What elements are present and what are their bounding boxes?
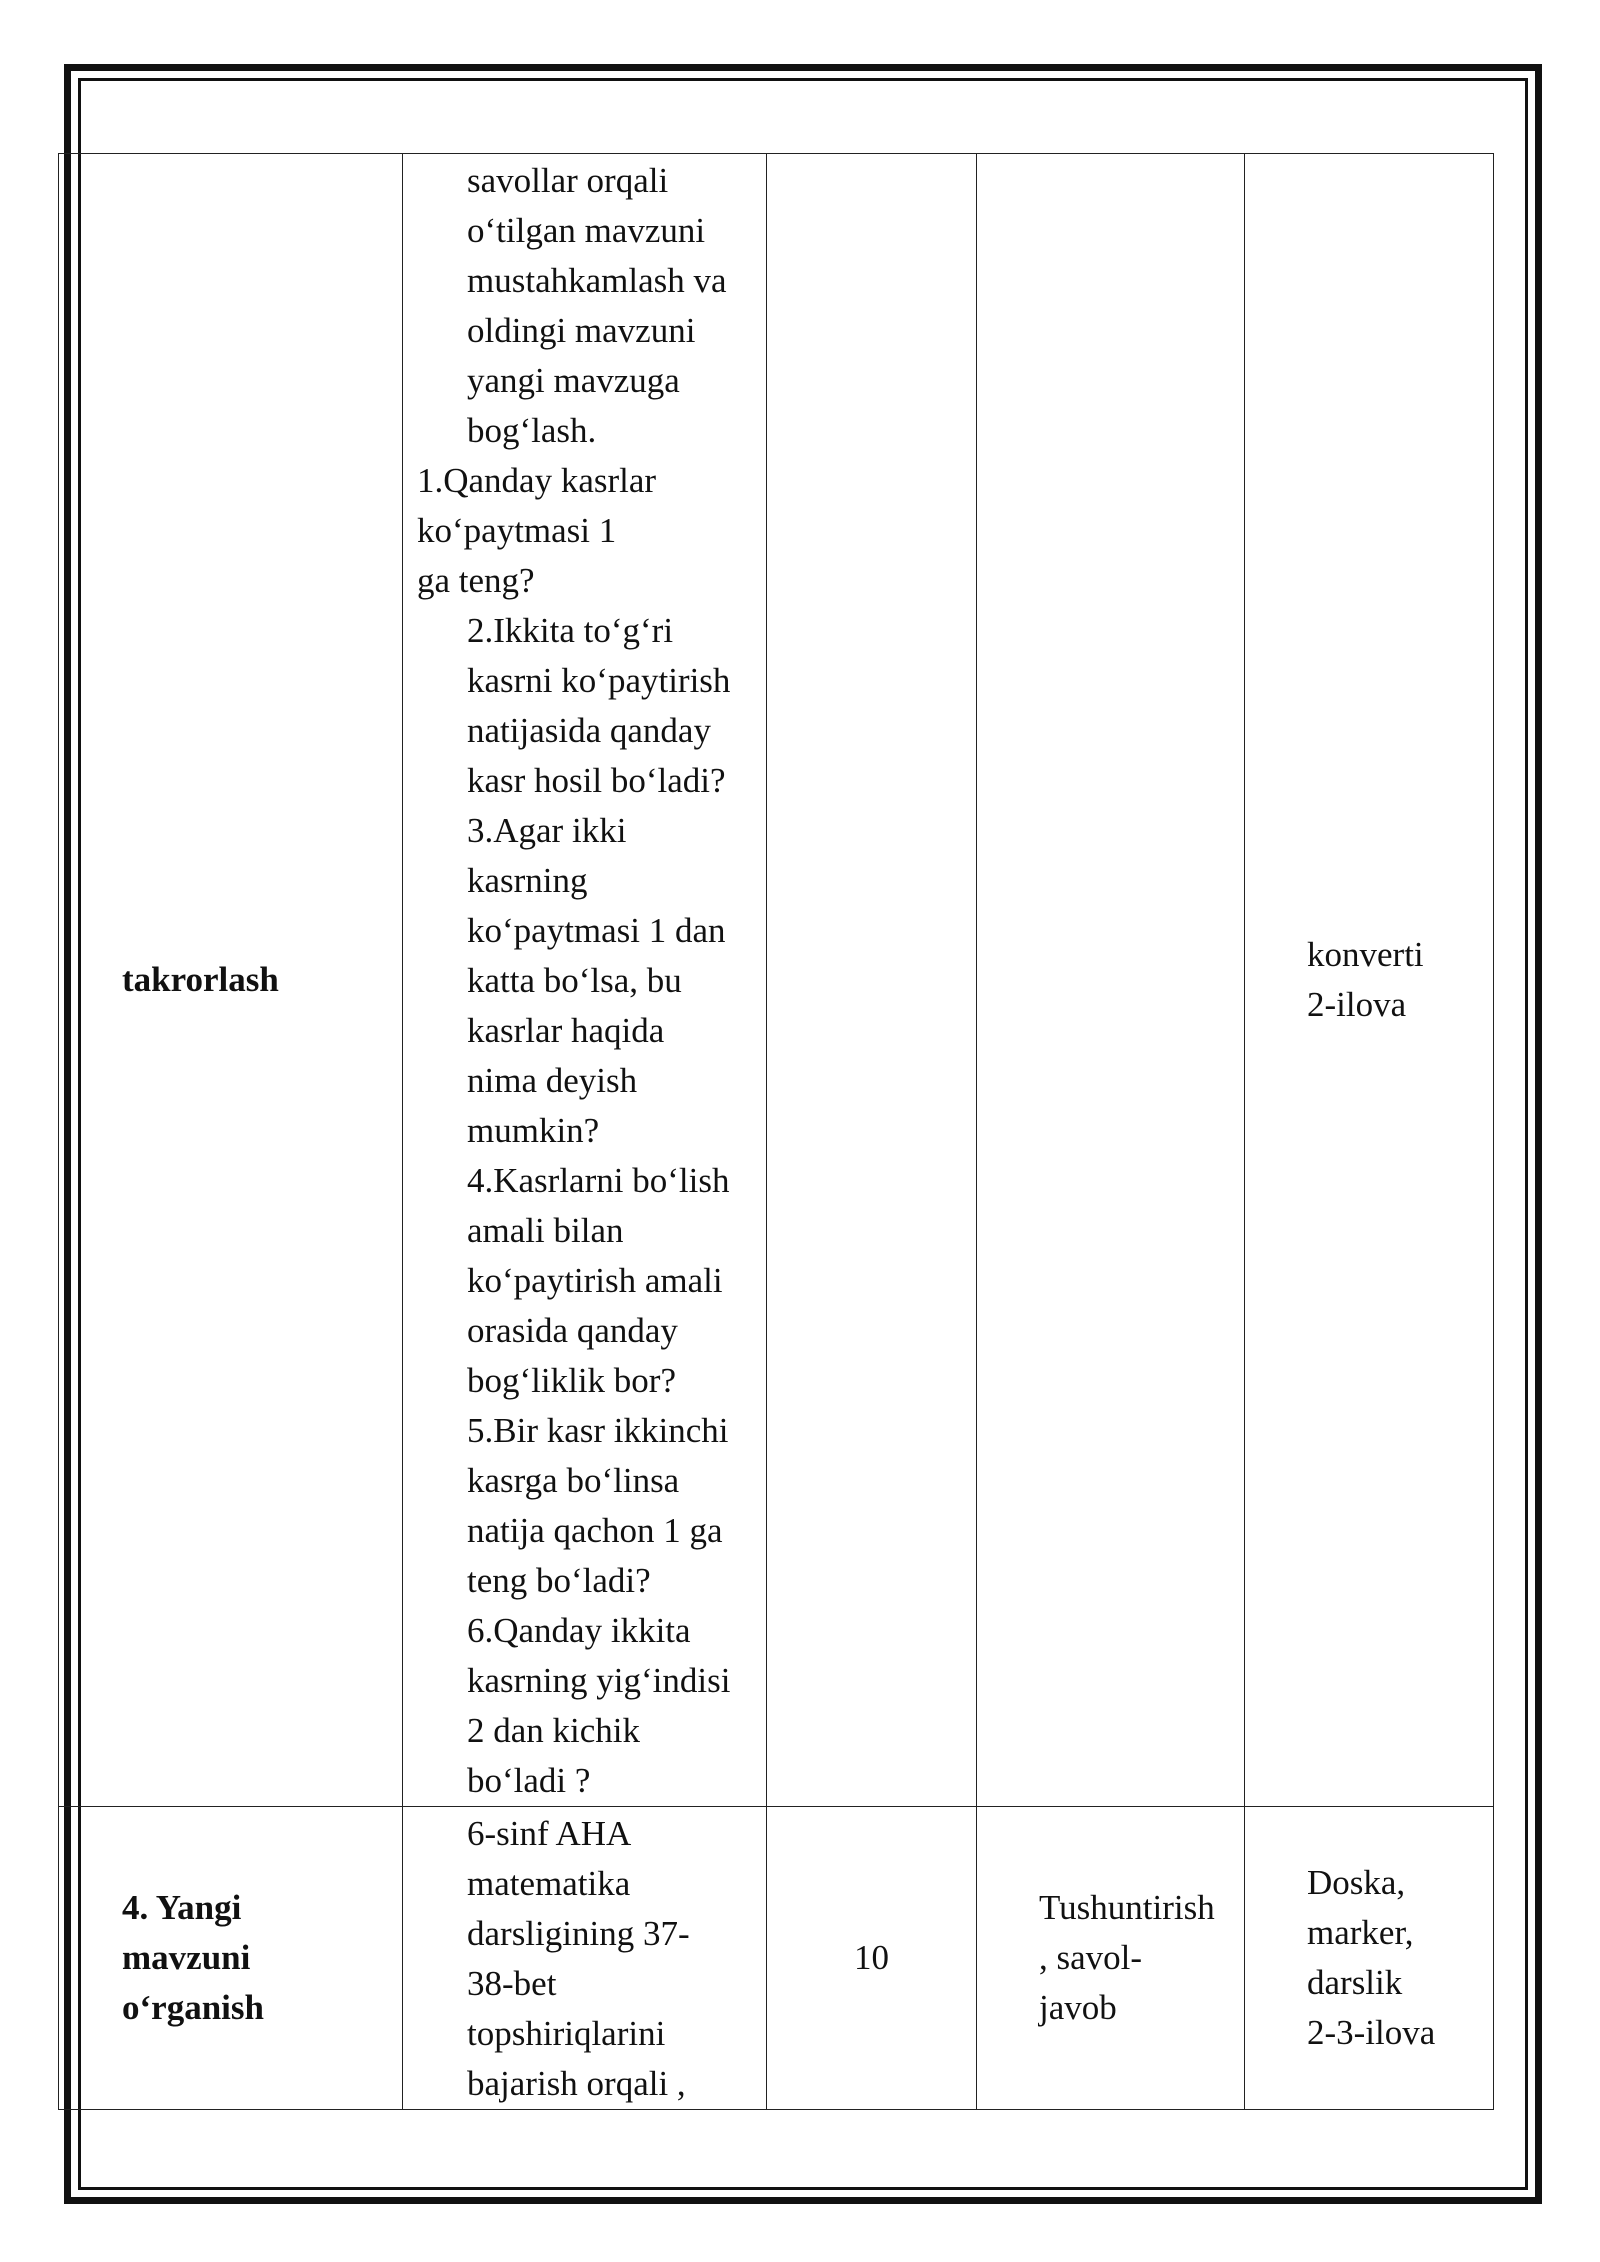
- method-cell: [977, 154, 1245, 1807]
- stage-label: takrorlash: [122, 960, 279, 999]
- time-cell: [767, 1807, 977, 2110]
- time-cell: [767, 154, 977, 1807]
- content-text: 6-sinf AHA matematika darsligining 37- 38-bet topshiriqlarini bajarish orqali ,: [467, 1814, 690, 2103]
- intro-text: savollar orqali o‘tilgan mavzuni mustahkamlash va oldingi mavzuni yangi mavzuga bog‘lash.: [467, 161, 727, 450]
- question-list: 2.Ikkita to‘g‘ri kasrni ko‘paytirish natijasida qanday kasr hosil bo‘ladi? 3.Agar ikki kasrning ko‘paytmasi 1 dan katta bo‘lsa, bu kasrlar haqida nima deyish mumkin? 4.Kasrlarni bo‘lish amali bilan ko‘paytirish amali orasida qanday bog‘liklik bor? 5.Bir kasr ikkinchi kasrga bo‘linsa natija qachon 1 ga teng bo‘ladi? 6.Qanday ikkita kasrning yig‘indisi 2 dan kichik bo‘ladi ?: [467, 611, 731, 1800]
- lesson-plan-table: [58, 153, 1494, 2110]
- method-cell: Tushuntirish , savol- javob: [977, 1807, 1245, 2110]
- content-cell: [403, 1807, 767, 2110]
- table-row: [59, 154, 1494, 1807]
- question-1: 1.Qanday kasrlar ko‘paytmasi 1 ga teng?: [417, 461, 657, 600]
- stage-cell: [59, 154, 403, 1807]
- content-cell: [403, 154, 767, 1807]
- stage-cell: 4. Yangi mavzuni o‘rganish: [59, 1807, 403, 2110]
- resources-cell: Doska, marker, darslik 2-3-ilova: [1245, 1807, 1494, 2110]
- time-value: 10: [854, 1938, 889, 1977]
- resources-cell: konverti 2-ilova: [1245, 154, 1494, 1807]
- table-row: [59, 1807, 1494, 2110]
